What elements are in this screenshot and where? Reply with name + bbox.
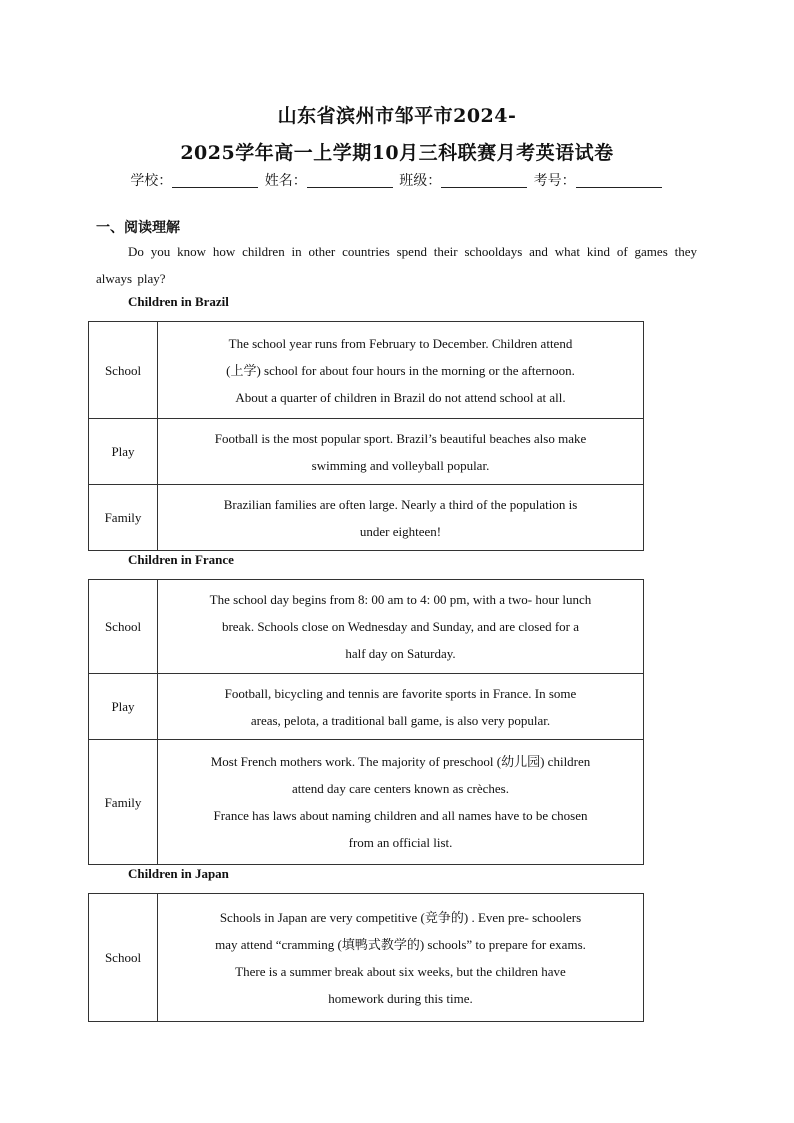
class-blank[interactable] xyxy=(441,173,527,188)
page-title-line-1: 山东省滨州市邹平市2024- xyxy=(277,105,517,127)
section-heading: 一、阅读理解 xyxy=(96,220,180,236)
text-line: (上学) school for about four hours in the morning or the afternoon. xyxy=(226,362,575,378)
school-blank[interactable] xyxy=(172,173,258,188)
class-label: 班级： xyxy=(399,173,442,189)
row-key: Play xyxy=(89,419,158,485)
text-line: About a quarter of children in Brazil do not attend school at all. xyxy=(235,389,566,405)
row-value xyxy=(158,485,644,551)
row-key: Family xyxy=(89,485,158,551)
name-blank[interactable] xyxy=(307,173,393,188)
text-line: half day on Saturday. xyxy=(345,646,456,661)
japan-table xyxy=(88,893,644,1022)
table-row xyxy=(89,580,644,674)
brazil-table xyxy=(88,321,644,551)
row-value xyxy=(158,894,644,1022)
text-line: swimming and volleyball popular. xyxy=(311,457,490,473)
number-blank[interactable] xyxy=(576,173,662,188)
intro-paragraph: Do you know how children in other countries spend their schooldays and what kind of games they always play? xyxy=(96,244,697,286)
text-line: attend day care centers known as crèches. xyxy=(292,781,509,796)
row-key: Play xyxy=(89,674,158,740)
text-line: The school day begins from 8: 00 am to 4: 00 pm, with a two- hour lunch xyxy=(209,592,592,607)
row-key: School xyxy=(89,580,158,674)
table-row xyxy=(89,740,644,865)
row-key: Family xyxy=(89,740,158,865)
student-info-row xyxy=(0,170,794,190)
text-line: Schools in Japan are very competitive (竞争的) . Even pre- schoolers xyxy=(219,909,582,925)
number-label: 考号： xyxy=(533,173,576,189)
table-row xyxy=(89,674,644,740)
text-line: Football is the most popular sport. Brazil’s beautiful beaches also make xyxy=(214,430,587,446)
text-line: Brazilian families are often large. Nearly a third of the population is xyxy=(223,496,578,512)
france-heading: Children in France xyxy=(128,552,234,567)
text-line: Football, bicycling and tennis are favorite sports in France. In some xyxy=(224,685,577,701)
row-value xyxy=(158,419,644,485)
text-line: There is a summer break about six weeks, but the children have xyxy=(235,963,566,979)
text-line: homework during this time. xyxy=(328,990,473,1006)
table-row xyxy=(89,322,644,419)
japan-heading: Children in Japan xyxy=(128,866,229,881)
text-line: The school year runs from February to December. Children attend xyxy=(228,335,573,351)
page-title-line-2: 2025学年高一上学期10月三科联赛月考英语试卷 xyxy=(180,142,614,164)
row-key: School xyxy=(89,894,158,1022)
row-value xyxy=(158,740,644,865)
text-line: under eighteen! xyxy=(359,523,442,539)
school-label: 学校： xyxy=(130,173,173,189)
text-line: Most French mothers work. The majority of preschool (幼儿园) children xyxy=(210,754,591,769)
table-row xyxy=(89,419,644,485)
row-value xyxy=(158,674,644,740)
text-line: from an official list. xyxy=(348,835,453,850)
text-line: break. Schools close on Wednesday and Sunday, and are closed for a xyxy=(221,619,580,634)
brazil-heading: Children in Brazil xyxy=(128,294,229,309)
row-value xyxy=(158,580,644,674)
table-row xyxy=(89,894,644,1022)
row-key: School xyxy=(89,322,158,419)
text-line: areas, pelota, a traditional ball game, is also very popular. xyxy=(250,712,551,728)
text-line: may attend “cramming (填鸭式教学的) schools” to prepare for exams. xyxy=(215,936,586,952)
table-row xyxy=(89,485,644,551)
france-table xyxy=(88,579,644,865)
text-line: France has laws about naming children and all names have to be chosen xyxy=(213,808,588,823)
name-label: 姓名： xyxy=(264,173,307,189)
row-value xyxy=(158,322,644,419)
